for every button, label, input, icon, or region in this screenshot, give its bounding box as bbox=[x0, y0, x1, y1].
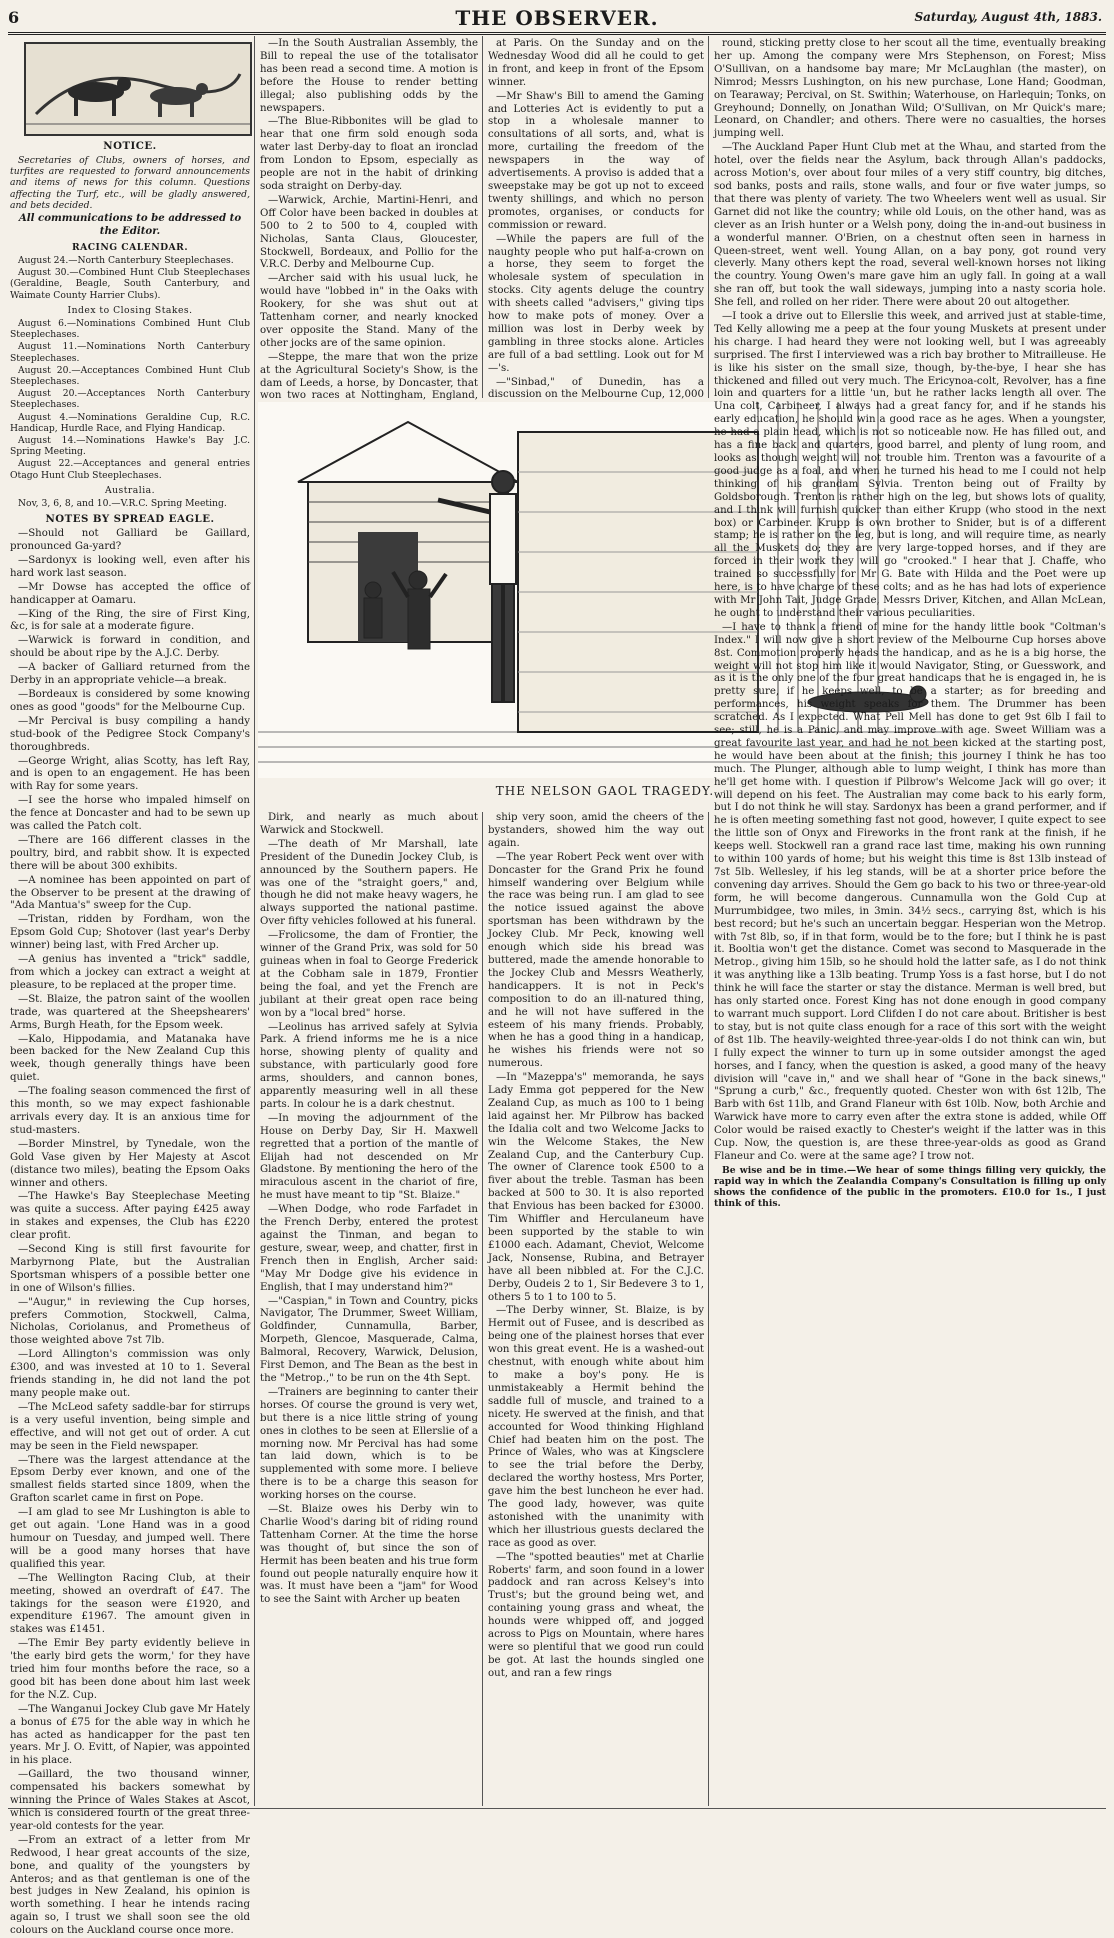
note-item: —The McLeod safety saddle-bar for stirrups is a very useful invention, being simple and effective, and will not get out of order. A cut may be seen in the Field newspaper. bbox=[10, 1401, 250, 1452]
article-item: —In moving the adjournment of the House on Derby Day, Sir H. Maxwell regretted that a portion of the mantle of Elijah had not descended on Mr Gladstone. By mentioning the hero of the miraculous ascent in the chariot of fire, he must have meant to tip "St. Blaize." bbox=[260, 1112, 478, 1202]
article-item: —The Auckland Paper Hunt Club met at the Whau, and started from the hotel, over the fields near the Asylum, back through Allan's paddocks, across Motion's, over about four miles of a very stiff country, big ditches, sod banks, posts and rails, stone walls, and four or five water jumps, so that there was plenty of variety. The two Wheelers went well as usual. Sir Garnet did not like the country; while old Louis, on the other hand, was as clever as an Irish hunter or a Welsh pony, doing the in-and-out business in a wonderful manner. O'Brien, on a chestnut often seen in harness in Queen-street, went well. Young Allan, on a bay pony, got round very cleverly. Many others kept the road, several well-known horses not liking the country. Young Owen's mare gave him an ugly fall. In going at a wall she ran off, but took the wall sideways, jumping into a nasty scoria hole. She fell, and rolled on her rider. There were about 20 out altogether. bbox=[714, 142, 1106, 309]
article-item: Dirk, and nearly as much about Warwick and Stockwell. bbox=[260, 812, 478, 836]
note-item: —St. Blaize, the patron saint of the woollen trade, was quartered at the Sheepshearers' Arms, Burgh Heath, for the Epsom week. bbox=[10, 993, 250, 1031]
note-item: —There was the largest attendance at the Epsom Derby ever known, and one of the smallest fields started since 1809, when the Grafton scarlet came in first on Pope. bbox=[10, 1454, 250, 1505]
index-item: August 11.—Nominations North Canterbury Steeplechases. bbox=[10, 341, 250, 364]
article-item: ship very soon, amid the cheers of the bystanders, showed him the way out again. bbox=[488, 812, 704, 849]
column-3-top bbox=[488, 38, 704, 401]
note-item: —A backer of Galliard returned from the Derby in an appropriate vehicle—a break. bbox=[10, 662, 250, 687]
article-item: —I have to thank a friend of mine for the handy little book "Coltman's Index." I will now give a short review of the Melbourne Cup horses above 8st. Commotion properly heads the handicap, and as he is a big horse, the weight will not stop him like it would Navigator, Sting, or Guesswork, and as it is the only one of the four great handicaps that he is engaged in, he is pretty sure, if he keeps well, to be a starter; as for breeding and performances, his weight speaks for them. The Drummer has been scratched. As I expected. What Pell Mell has done to get 9st 6lb I fail to see; still, he is a Panic, and may improve with age. Sweet William was a great favourite last year, and had he not been kicked at the starting post, he would have been about at the finish; this journey I think he has too much. The Plunger, although able to lump weight, I think has more than he'll get home with. I question if Pilbrow's Welcome Jack will go over; it will depend on his feet. The Australian may come back to his early form, but I do not think he will stay. Sardonyx has been a grand performer, and if he is often meeting something fast not good, however, I quite expect to see the little son of Onyx and Fireworks in the front rank at the finish, if he keeps well. Stockwell ran a grand race last time, making his own running to within 100 yards of home; but his weight this time is 8st 13lb instead of 7st 5lb. Wellesley, if his leg stands, will be at a shorter price before the convening day arrives. Should the Gem go back to his two or three-year-old form, he will become dangerous. Cunnamulla won the Gold Cup at Murrumbidgee, two miles, in 3min. 34½ secs., carrying 8st, which is his best record; but he's such an uncertain beggar. Hesperian won the Metrop. with 7st 8lb, so, if in that form, would be to the fore; but I think he is past it. Booltia won't get the distance. Comet was second to Masquerade in the Metrop., giving him 15lb, so he should hold the latter safe, as I do not think it was anything like a 13lb beating. Trump Yoss is a fast horse, but I do not think he will face the starter or stay the distance. Merman is well bred, but has only started once. Forest King has not done enough in good company to warrant much support. Lord Clifden I do not care about. Britisher is best to stay, but is not quite class enough for a race of this sort with the weight of 8st 1lb. The heavily-weighted three-year-olds I do not think can win, but I fully expect the winner to turn up in some outsider amongst the aged horses, and I fancy, when the question is asked, a good many of the heavy division will "cave in," and we shall hear of "Gone in the back sinews," "Sprung a curb," &c., frequently quoted. Chester won with 6st 12lb, The Barb with 6st 11lb, and Grand Flaneur with 6st 10lb. Now, both Archie and Warwick have more to carry even after the extra stone is added, while Off Color would be raised exactly to Chester's weight if the latter was in this Cup. Now, the question is, are these three-year-olds as good as Grand Flaneur and Co. were at the same age? I trow not. bbox=[714, 621, 1107, 1162]
racing-item: August 30.—Combined Hunt Club Steeplechases (Geraldine, Beagle, South Canterbury, and Waimate County Harrier Clubs). bbox=[10, 267, 250, 301]
australia-item: Nov, 3, 6, 8, and 10.—V.R.C. Spring Meeting. bbox=[18, 498, 227, 509]
note-item: —The Emir Bey party evidently believe in 'the early bird gets the worm,' for they have tried him four months before the race, so a good bit has been done about him last week for the N.Z. Cup. bbox=[10, 1638, 250, 1701]
article-item: round, sticking pretty close to her scout all the time, eventually breaking her up. Among the company were Mrs Stephenson, on Forest; Miss O'Sullivan, on a handsome bay mare; Mr McLaughlan (the master), on Nimrod; Messrs Lushington, on his new purchase, Lone Hand; Goodman, on Tearaway; Percival, on St. Swithin; Waterhouse, on Harlequin; Tonks, on Greyhound; Donnelly, on Jonathan Wild; O'Sullivan, on Mr Quick's mare; Leonard, on Chandler; and others. There were no casualties, the horses jumping well. bbox=[714, 38, 1106, 140]
article-item: —When Dodge, who rode Farfadet in the French Derby, entered the protest against the Tinman, and began to gesture, swear, weep, and chatter, first in French then in English, Archer said: "May Mr Dodge give his evidence in English, that I may understand him?" bbox=[260, 1204, 478, 1293]
article-item: —In "Mazeppa's" memoranda, he says Lady Emma got peppered for the New Zealand Cup, as much as 100 to 1 being laid against her. Mr Pilbrow has backed the Idalia colt and two Welcome Jacks to win the Welcome Stakes, the New Zealand Cup, and the Canterbury Cup. The owner of Clarence took £500 to a fiver about the treble. Tasman has been backed at 500 to 30. It is also reported that Envious has been backed for £3000. Tim Whiffler and Herculaneum have been supported by the stable to win £1000 each. Adamant, Cheviot, Welcome Jack, Nonsense, Rubina, and Betrayer have all been nibbled at. For the C.J.C. Derby, Oudeis 2 to 1, Sir Bedevere 3 to 1, others 5 to 1 to 100 to 5. bbox=[488, 1072, 704, 1303]
article-item: —The Derby winner, St. Blaize, is by Hermit out of Fusee, and is described as being one of the plainest horses that ever won this great event. He is a washed-out chestnut, with enough white about him to make a boy's pony. He is unmistakeably a Hermit behind the saddle full of muscle, and trained to a nicety. He swerved at the finish, and that accounted for Wood thinking Highland Chief had beaten him on the post. The Prince of Wales, who was at Kingsclere to see the trial before the Derby, declared the worthy hostess, Mrs Porter, gave him the best luncheon he ever had. The good lady, however, was quite astonished with the unanimity with which her illustrious guests declared the race as good as over. bbox=[488, 1305, 704, 1549]
notice-body: Secretaries of Clubs, owners of horses, and turfites are requested to forward announcements and items of news for this column. Questions affecting the Turf, etc., will be gladly answered, and bets decided. bbox=[10, 154, 250, 211]
column-divider bbox=[482, 812, 483, 1806]
notice-address: All communications to be addressed to the Editor. bbox=[18, 211, 242, 237]
australia-heading: Australia. bbox=[104, 484, 156, 496]
racing-logo-illustration bbox=[24, 42, 252, 136]
note-item: —From an extract of a letter from Mr Redwood, I hear great accounts of the size, bone, and quality of the youngsters by Anteros; and as that gentleman is one of the best judges in New Zealand, his opinion is worth something. I hear he intends racing again so, I trust we shall soon see the old colours on the Auckland course once more. bbox=[10, 1834, 250, 1937]
column-2-bottom bbox=[260, 812, 478, 1806]
page-number: 6 bbox=[8, 8, 20, 27]
racing-calendar-heading: RACING CALENDAR. bbox=[71, 241, 189, 253]
note-item: —Gaillard, the two thousand winner, compensated his backers somewhat by winning the Prince of Wales Stakes at Ascot, which is considered fourth of the great three-year-old contests for the year. bbox=[10, 1769, 250, 1832]
note-item: —Sardonyx is looking well, even after his hard work last season. bbox=[10, 554, 250, 579]
index-item: August 14.—Nominations Hawke's Bay J.C. Spring Meeting. bbox=[10, 434, 250, 458]
note-item: —Bordeaux is considered by some knowing ones as good "goods" for the Melbourne Cup. bbox=[10, 688, 250, 713]
article-item: —Archer said with his usual luck, he would have "lobbed in" in the Oaks with Rookery, for she was shut out at Tattenham corner, and nearly knocked over opposite the Stand. Many of the other jocks are of the same opinion. bbox=[260, 273, 478, 349]
note-item: —Warwick is forward in condition, and should be about ripe by the A.J.C. Derby. bbox=[10, 635, 250, 660]
notes-heading: NOTES BY SPREAD EAGLE. bbox=[45, 513, 215, 526]
column-divider bbox=[482, 36, 483, 398]
column-divider bbox=[708, 812, 709, 1806]
note-item: —Kalo, Hippodamia, and Matanaka have been backed for the New Zealand Cup this week, though generally things have been quiet. bbox=[10, 1033, 250, 1084]
article-item: —St. Blaize owes his Derby win to Charlie Wood's daring bit of riding round Tattenham Corner. At the time the horse was thought of, but since the son of Hermit has been beaten and his true form found out people naturally enquire how it was. It must have been a "jam" for Wood to see the Saint with Archer up beaten bbox=[260, 1504, 478, 1606]
note-item: —The Wanganui Jockey Club gave Mr Hately a bonus of £75 for the able way in which he has acted as handicapper for the past ten years. Mr J. O. Evitt, of Napier, was appointed in his place. bbox=[10, 1703, 250, 1767]
racing-item: August 24.—North Canterbury Steeplechases. bbox=[18, 254, 234, 266]
column-divider bbox=[254, 36, 255, 1806]
note-item: —King of the Ring, the sire of First King, &c, is for sale at a moderate figure. bbox=[10, 608, 250, 633]
advertisement-paragraph: Be wise and be in time.—We hear of some things filling very quickly, the rapid way in which the Zealandia Company's Consultation is filling up only shows the confidence of the public in the promoters. £10.0 for 1s., I just think of this. bbox=[714, 1164, 1106, 1210]
article-item: —Mr Shaw's Bill to amend the Gaming and Lotteries Act is evidently to put a stop in a wholesale manner to consultations of all sorts, and, what is more, curtailing the freedom of the newspapers in the way of advertisements. A proviso is added that a sweepstake may be got up not to exceed twenty shillings, and which no person promotes, organises, or conducts for commission or reward. bbox=[488, 90, 704, 231]
column-3-bottom bbox=[488, 812, 704, 1806]
masthead bbox=[8, 4, 1106, 35]
article-item: —Steppe, the mare that won the prize at the Agricultural Society's Show, is the dam of Leeds, a horse, by Doncaster, that won two races at Nottingham, England, bbox=[260, 351, 478, 402]
note-item: —The Wellington Racing Club, at their meeting, showed an overdraft of £47. The takings for the season were £1920, and expenditure £1967. The amount given in stakes was £1451. bbox=[10, 1572, 250, 1636]
note-item: —I am glad to see Mr Lushington is able to get out again. 'Lone Hand was in a good humour on Tuesday, and jumped well. There will be a good many horses that have qualified this year. bbox=[10, 1507, 250, 1570]
column-4 bbox=[714, 38, 1106, 1806]
note-item: —Should not Galliard be Gaillard, pronounced Ga-yard? bbox=[10, 528, 250, 553]
note-item: —George Wright, alias Scotty, has left Ray, and is open to an engagement. He has been with Ray for some years. bbox=[10, 755, 250, 793]
note-item: —Mr Percival is busy compiling a handy stud-book of the Pedigree Stock Company's thoroughbreds. bbox=[10, 715, 250, 753]
index-item: August 6.—Nominations Combined Hunt Club Steeplechases. bbox=[10, 317, 250, 341]
index-heading: Index to Closing Stakes. bbox=[67, 304, 193, 316]
column-2-top bbox=[260, 38, 478, 402]
column-divider bbox=[708, 36, 709, 398]
newspaper-title: THE OBSERVER. bbox=[455, 6, 659, 30]
article-item: —I took a drive out to Ellerslie this week, and arrived just at stable-time, Ted Kelly allowing me a peep at the four young Muskets at present under his charge. I had heard they were not looking well, but I was agreeably surprised. The first I interviewed was a rich bay brother to Mitrailleuse. He is like his sister on the small size, though, by-the-bye, I hear she has thickened and filled out very much. The Ericynoa-colt, Revolver, has a fine loin and quarters for a little 'un, but he rather lacks length all over. The Una colt, Carbineer, I always had a great fancy for, and if he stands his early education, he should win a good race as he ages. When a youngster, he had a plain head, which is not so noticeable now. He has filled out, and has a fine back and quarters, good barrel, and plenty of lung room, and looks as though weight will not trouble him. Trenton was a favourite of a good judge as a foal, and when he turned his head to me I could not help thinking of his grandam Sylvia. Trenton being out of Frailty by Goldsborough. Trenton is rather high on the leg, but shows lots of quality, and I think will furnish quicker than either Krupp (who stood in the next box) or Carbineer. Krupp is own brother to Snider, but is of a different stamp; he is rather on the leg, but is long, and will require time, as nearly all the Muskets do; they are very large-topped horses, and if they are forced in their work they will go "crooked." I hear that J. Chaffe, who trained so successfully for Mr G. Bate with Hilda and the Poet were up here, is to have charge of these colts; and as he has had lots of experience with Mr John Tait, Judge Grade, Messrs Driver, Kitchen, and Allan McLean, he ought to understand their various peculiarities. bbox=[714, 311, 1106, 619]
article-item: —"Caspian," in Town and Country, picks Navigator, The Drummer, Sweet William, Goldfinder, Cunnamulla, Barber, Morpeth, Glencoe, Masquerade, Calma, Balmoral, Recovery, Warwick, Delusion, First Demon, and The Bean as the best in the "Metrop.," to be run on the 4th Sept. bbox=[260, 1295, 478, 1384]
article-item: —Warwick, Archie, Martini-Henri, and Off Color have been backed in doubles at 500 to 2 to 500 to 4, coupled with Nicholas, Santa Claus, Gloucester, Stockwell, Bordeaux, and Pollio for the V.R.C. Derby and Melbourne Cup. bbox=[260, 194, 478, 271]
note-item: —Border Minstrel, by Tynedale, won the Gold Vase given by Her Majesty at Ascot (distance two miles), beating the Epsom Oaks winner and others. bbox=[10, 1138, 250, 1189]
index-item: August 20.—Acceptances Combined Hunt Club Steeplechases. bbox=[10, 364, 250, 387]
note-item: —There are 166 different classes in the poultry, bird, and rabbit show. It is expected there will be about 300 exhibits. bbox=[10, 834, 250, 872]
note-item: —The foaling season commenced the first of this month, so we may expect fashionable arrivals every day. It is an anxious time for stud-masters. bbox=[10, 1086, 250, 1136]
note-item: —Tristan, ridden by Fordham, won the Epsom Gold Cup; Shotover (last year's Derby winner) being last, with Fred Archer up. bbox=[10, 914, 250, 952]
note-item: —A nominee has been appointed on part of the Observer to be present at the drawing of "Ada Mantua's" sweep for the Cup. bbox=[10, 874, 250, 912]
note-item: —"Augur," in reviewing the Cup horses, prefers Commotion, Stockwell, Calma, Nicholas, Coriolanus, and Prometheus of those weighted above 7st 7lb. bbox=[10, 1296, 250, 1347]
note-item: —A genius has invented a "trick" saddle, from which a jockey can extract a weight at pleasure, to be replaced at the proper time. bbox=[10, 954, 250, 991]
article-item: —In the South Australian Assembly, the Bill to repeal the use of the totalisator has been read a second time. A motion is before the House to render betting illegal; also publishing odds by the newspapers. bbox=[260, 38, 478, 114]
article-item: at Paris. On the Sunday and on the Wednesday Wood did all he could to get in front, and keep in front of the Epsom winner. bbox=[488, 38, 704, 88]
article-item: —Frolicsome, the dam of Frontier, the winner of the Grand Prix, was sold for 50 guineas when in foal to George Frederick at the Cobham sale in 1879, Frontier being the foal, and yet the French are jubilant at their great open race being won by a "local bred" horse. bbox=[260, 930, 478, 1019]
index-item: August 22.—Acceptances and general entries Otago Hunt Club Steeplechases. bbox=[10, 458, 250, 481]
note-item: —Second King is still first favourite for Marbyrnong Plate, but the Australian Sportsman whispers of a possible better one in one of Wilson's fillies. bbox=[10, 1244, 250, 1294]
note-item: —The Hawke's Bay Steeplechase Meeting was quite a success. After paying £425 away in stakes and expenses, the Club has £220 clear profit. bbox=[10, 1191, 250, 1242]
index-item: August 4.—Nominations Geraldine Cup, R.C. Handicap, Hurdle Race, and Flying Handicap. bbox=[10, 411, 250, 434]
article-item: —Leolinus has arrived safely at Sylvia Park. A friend informs me he is a nice horse, showing plenty of quality and substance, with particularly good fore arms, shoulders, and cannon bones, apparently measuring well in all these parts. In colour he is a dark chestnut. bbox=[260, 1021, 478, 1110]
index-item: August 20.—Acceptances North Canterbury Steeplechases. bbox=[10, 388, 250, 411]
article-item: —The Blue-Ribbonites will be glad to hear that one firm sold enough soda water last Derby-day to float an ironclad from London to Epsom, especially as people are not in the habit of drinking soda straight on Derby-day. bbox=[260, 116, 478, 192]
notice-heading: NOTICE. bbox=[103, 140, 157, 152]
issue-date: Saturday, August 4th, 1883. bbox=[914, 10, 1102, 24]
article-item: —While the papers are full of the naughty people who put half-a-crown on a horse, they seem to forget the wholesale system of speculation in stocks. City agents deluge the country with sheets called "advisers," giving tips how to make pots of money. Over a million was lost in Derby week by gambling in three stocks alone. Articles are full of a bad settling. Look out for M—'s. bbox=[488, 233, 704, 374]
article-item: —Trainers are beginning to canter their horses. Of course the ground is very wet, but there is a nice little string of young ones in clothes to be seen at Ellerslie of a morning now. Mr Percival has had some tan laid down, which is to be supplemented with some more. I believe there is to be a charge this season for working horses on the course. bbox=[260, 1386, 478, 1502]
column-1 bbox=[10, 136, 250, 1937]
article-item: —The death of Mr Marshall, late President of the Dunedin Jockey Club, is announced by the Southern papers. He was one of the "straight goers," and, though he did not make heavy wagers, he always supported the national pastime. Over fifty vehicles followed at his funeral. bbox=[260, 838, 478, 928]
article-item: —"Sinbad," of Dunedin, has a discussion on the Melbourne Cup, 12,000 bbox=[488, 376, 704, 401]
page-footer-rule bbox=[8, 1808, 1106, 1809]
article-item: —The year Robert Peck went over with Doncaster for the Grand Prix he found himself wandering over Belgium while the race was being run. I am glad to see the notice issued against the above sportsman has been withdrawn by the Jockey Club. Mr Peck, knowing well enough which side his bread was buttered, made the amende honorable to the Jockey Club and Messrs Weatherly, handicappers. It is not in Peck's composition to do an ill-natured thing, and he will not have suffered in the esteem of his many friends. Probably, when he has a good thing in a handicap, he wishes his friends were not so numerous. bbox=[488, 851, 704, 1070]
note-item: —I see the horse who impaled himself on the fence at Doncaster and had to be sewn up was called the Patch colt. bbox=[10, 795, 250, 833]
article-item: —The "spotted beauties" met at Charlie Roberts' farm, and soon found in a lower paddock and ran across Kelsey's into Trust's; but the ground being wet, and containing young grass and wheat, the hounds were whipped off, and jogged across to Pigs on Mountain, where hares were so plentiful that we good run could be got. At last the hounds singled one out, and ran a few rings bbox=[488, 1551, 704, 1679]
illustration-caption: THE NELSON GAOL TRAGEDY. bbox=[495, 784, 715, 798]
note-item: —Mr Dowse has accepted the office of handicapper at Oamaru. bbox=[10, 581, 250, 606]
note-item: —Lord Allington's commission was only £300, and was invested at 10 to 1. Several friends standing in, he did not land the pot many people make out. bbox=[10, 1349, 250, 1400]
